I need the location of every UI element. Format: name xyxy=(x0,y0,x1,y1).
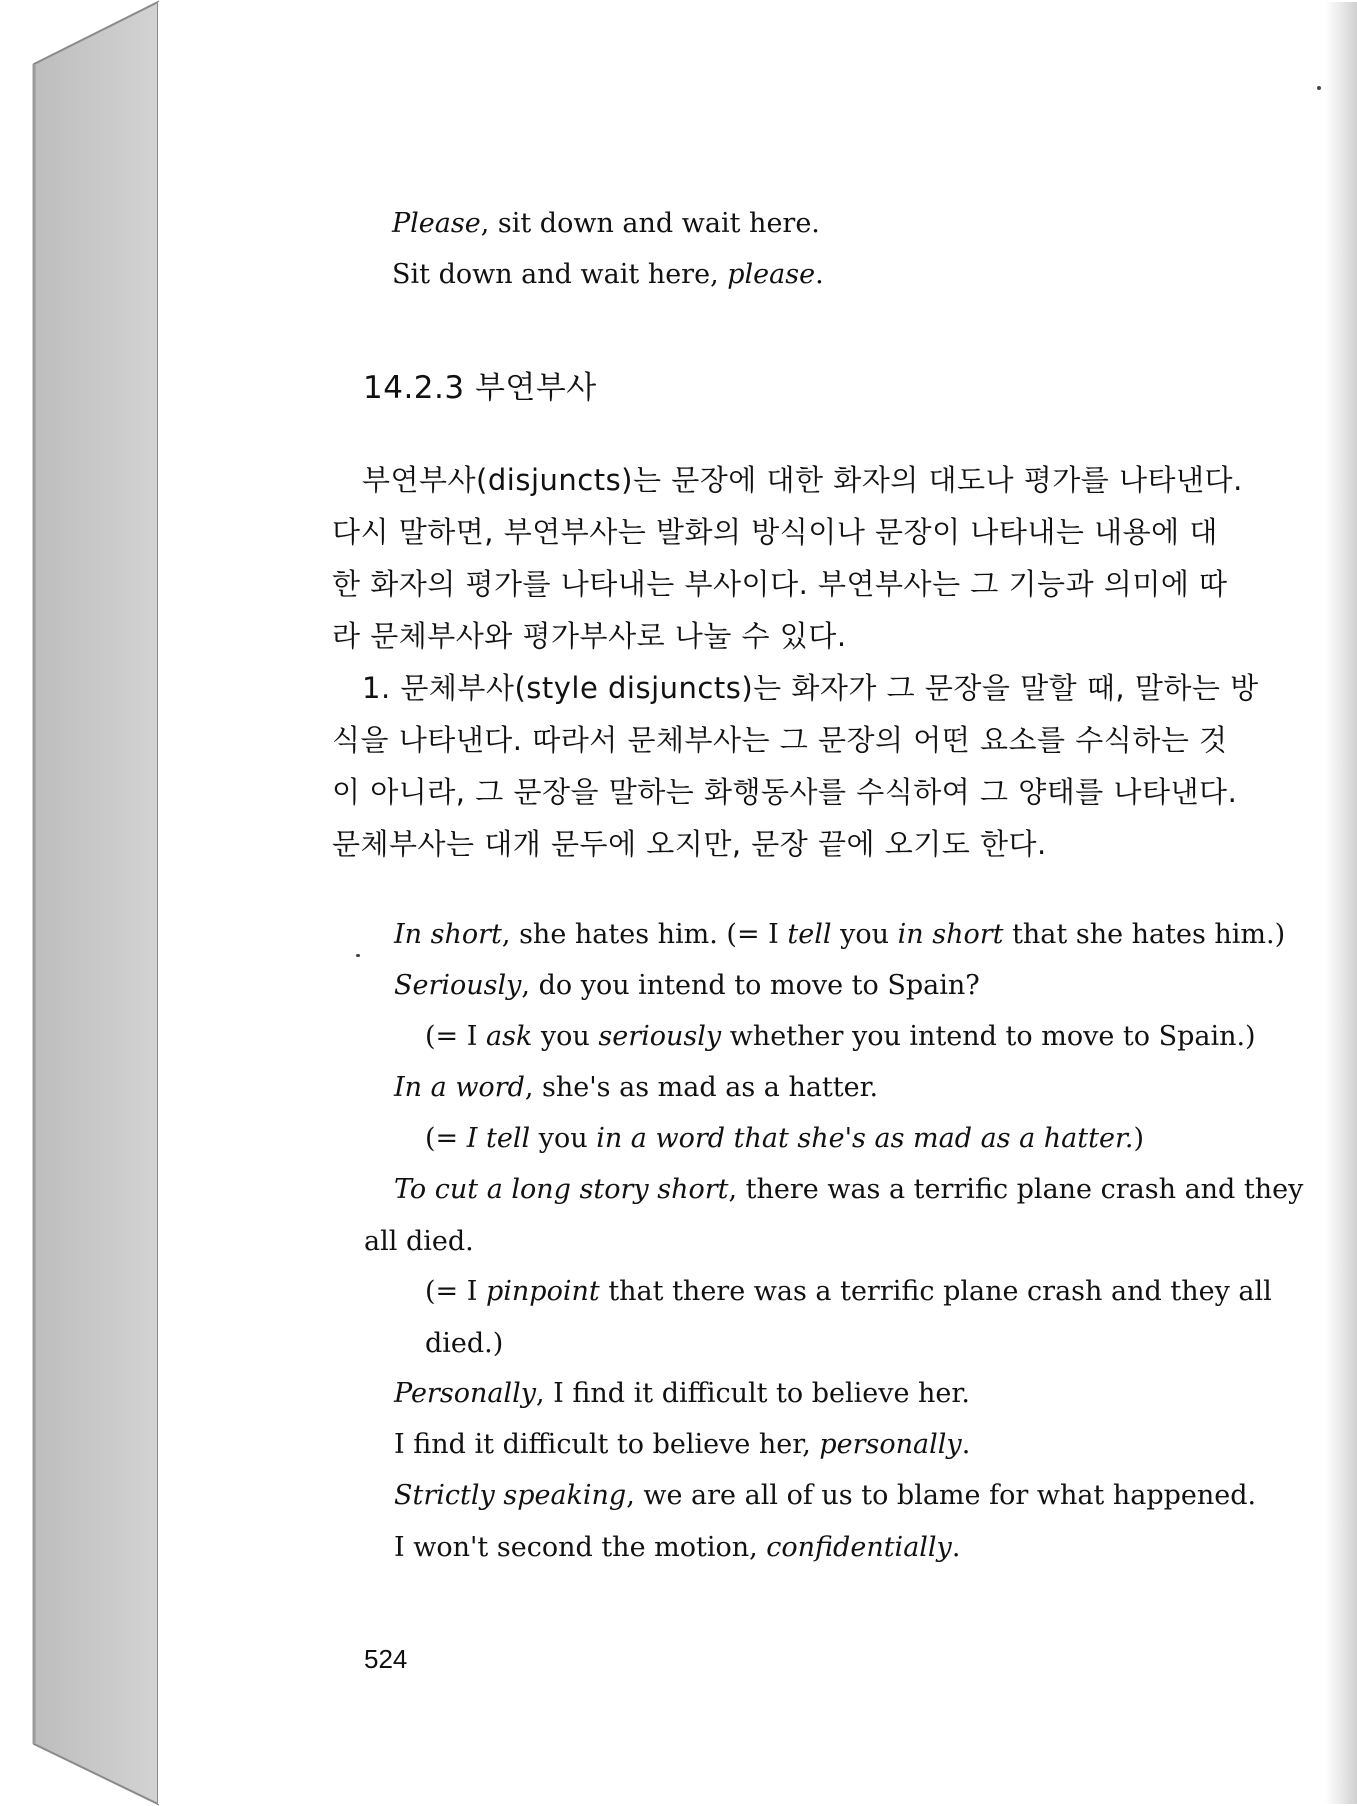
example-line: Personally, I find it difficult to believe her. xyxy=(394,1378,970,1409)
paragraph-line: 식을 나타낸다. 따라서 문체부사는 그 문장의 어떤 요소를 수식하는 것 xyxy=(332,723,1228,757)
section-heading: 14.2.3 부연부사 xyxy=(363,370,597,406)
paragraph-line: 1. 문체부사(style disjuncts)는 화자가 그 문장을 말할 때, 말하는 방 xyxy=(362,671,1259,705)
example-line: Seriously, do you intend to move to Spain? xyxy=(394,970,980,1001)
example-line: died.) xyxy=(425,1328,504,1359)
example-line: Strictly speaking, we are all of us to blame for what happened. xyxy=(394,1480,1257,1511)
example-line: In short, she hates him. (= I tell you in short that she hates him.) xyxy=(394,919,1286,950)
paragraph-line: 부연부사(disjuncts)는 문장에 대한 화자의 대도나 평가를 나타낸다. xyxy=(362,463,1243,497)
example-line: (= I ask you seriously whether you intend to move to Spain.) xyxy=(425,1021,1256,1052)
page-edge-shadow xyxy=(1325,2,1357,1804)
speck-mark xyxy=(1317,86,1321,90)
paragraph-line: 이 아니라, 그 문장을 말하는 화행동사를 수식하여 그 양태를 나타낸다. xyxy=(332,775,1238,809)
paragraph-line: 라 문체부사와 평가부사로 나눌 수 있다. xyxy=(332,619,847,653)
example-line: To cut a long story short, there was a terrific plane crash and they xyxy=(394,1174,1304,1205)
paragraph-line: 문체부사는 대개 문두에 오지만, 문장 끝에 오기도 한다. xyxy=(332,827,1047,861)
speck-mark xyxy=(356,954,360,957)
example-line: I won't second the motion, confidentially. xyxy=(394,1532,961,1563)
example-line: Sit down and wait here, please. xyxy=(392,259,824,290)
example-line: (= I tell you in a word that she's as mad as a hatter.) xyxy=(425,1123,1145,1154)
example-line: I find it difficult to believe her, personally. xyxy=(394,1429,971,1460)
example-line: (= I pinpoint that there was a terrific plane crash and they all xyxy=(425,1276,1272,1307)
page-number: 524 xyxy=(364,1644,408,1674)
paragraph-line: 다시 말하면, 부연부사는 발화의 방식이나 문장이 나타내는 내용에 대 xyxy=(332,515,1218,549)
example-line: Please, sit down and wait here. xyxy=(392,208,820,239)
example-line: all died. xyxy=(364,1226,474,1257)
paragraph-line: 한 화자의 평가를 나타내는 부사이다. 부연부사는 그 기능과 의미에 따 xyxy=(332,567,1228,601)
example-line: In a word, she's as mad as a hatter. xyxy=(394,1072,879,1103)
